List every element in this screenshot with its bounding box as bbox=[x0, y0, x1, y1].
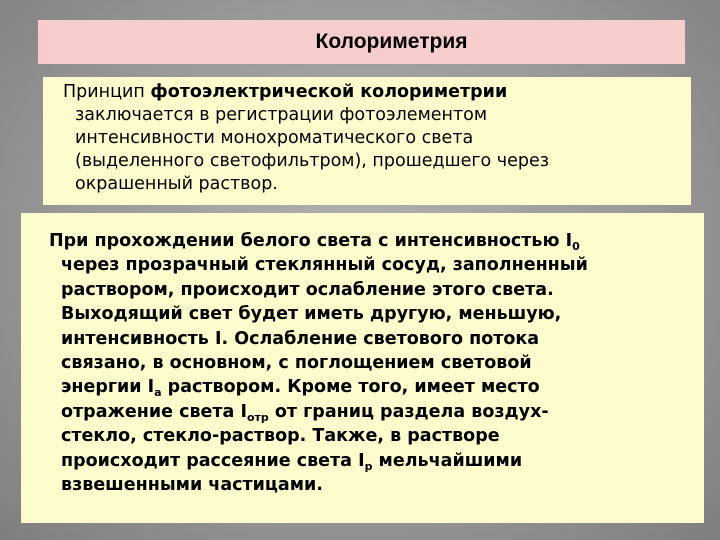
passage-line-1-text: При прохождении белого света с интенсивностью I bbox=[49, 231, 573, 251]
principle-line-2: интенсивности монохроматического света bbox=[75, 128, 474, 148]
principle-line-4: окрашенный раствор. bbox=[75, 174, 278, 194]
passage-line-3: раствором, происходит ослабление этого света. bbox=[61, 279, 554, 300]
passage-line-10-a: происходит рассеяние света I bbox=[61, 450, 365, 471]
passage-line-8 bbox=[49, 400, 696, 424]
passage-line-4: Выходящий свет будет иметь другую, меньшую, bbox=[61, 304, 562, 325]
passage-line-2: через прозрачный стеклянный сосуд, заполненный bbox=[61, 255, 588, 276]
passage-line-10 bbox=[49, 449, 696, 473]
principle-line-1: заключается в регистрации фотоэлементом bbox=[75, 105, 488, 125]
slide-title: Колориметрия bbox=[315, 30, 468, 53]
passage-line-10-b: мельчайшими bbox=[372, 450, 523, 471]
principle-term: фотоэлектрической колориметрии bbox=[150, 82, 508, 102]
passage-line-5: интенсивность I. Ослабление светового потока bbox=[61, 328, 540, 349]
principle-box bbox=[43, 77, 691, 205]
passage-line-7-a: энергии I bbox=[61, 377, 155, 398]
passage-box bbox=[21, 213, 704, 523]
principle-line-3: (выделенного светофильтром), прошедшего через bbox=[75, 151, 550, 171]
principle-intro: Принцип bbox=[63, 82, 151, 102]
passage-line-9: стекло, стекло-раствор. Также, в растворе bbox=[61, 426, 500, 447]
passage-line-7 bbox=[49, 375, 696, 399]
passage-line-8-b: от границ раздела воздух- bbox=[268, 401, 549, 422]
principle-first-line bbox=[63, 81, 683, 104]
passage-line-7-sub: а bbox=[154, 386, 162, 400]
passage-line-1-sub: 0 bbox=[572, 240, 580, 253]
passage-line-1 bbox=[49, 229, 696, 253]
passage-line-10-sub: р bbox=[364, 459, 373, 473]
passage-line-7-b: раствором. Кроме того, имеет место bbox=[161, 377, 540, 398]
passage-line-8-a: отражение света I bbox=[61, 401, 247, 422]
passage-line-11: взвешенными частицами. bbox=[61, 475, 323, 496]
passage-line-6: связано, в основном, с поглощением световой bbox=[61, 353, 532, 374]
slide-title-box bbox=[38, 20, 685, 64]
passage-line-8-sub: отр bbox=[246, 410, 269, 424]
